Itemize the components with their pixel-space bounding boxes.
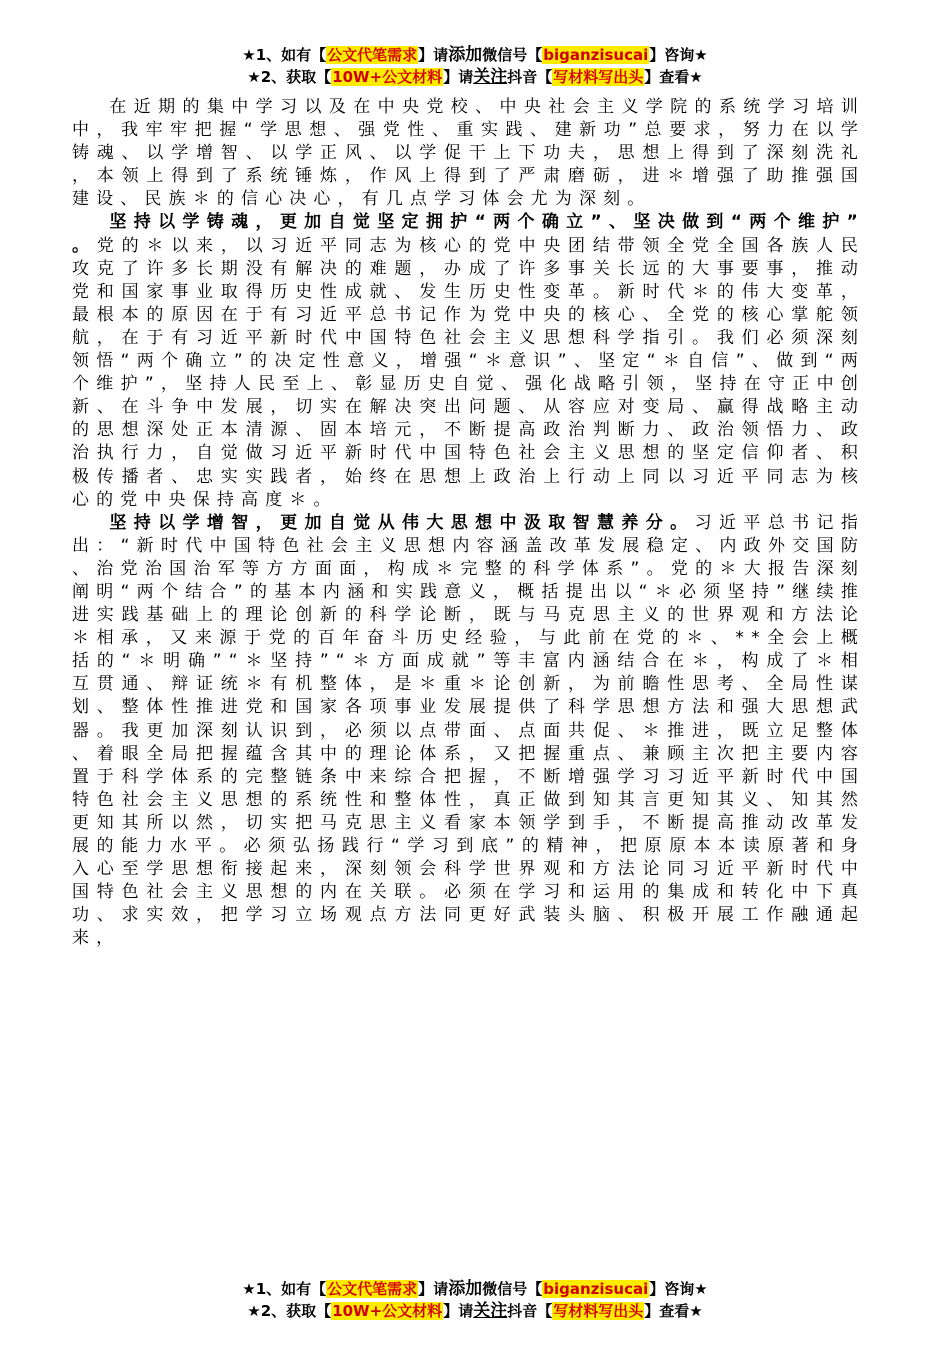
banner-line-1 bbox=[0, 1278, 950, 1300]
paragraph-section-2 bbox=[72, 512, 865, 951]
banner-douyin-id: 写材料写出头 bbox=[553, 1302, 644, 1320]
paragraph-intro: 在近期的集中学习以及在中央党校、中央社会主义学院的系统学习培训中，我牢牢把握“学思想、强党性、重实践、建新功”总要求，努力在以学铸魂、以学增智、以学正风、以学促干上下功夫，思想上得到了深刻洗礼，本领上得到了系统锤炼，作风上得到了严肃磨砺，进＊增强了助推强国建设、民族＊的信心决心，有几点学习体会尤为深刻。 bbox=[72, 97, 865, 210]
banner-text: ★1、如有【 bbox=[242, 1280, 327, 1298]
banner-text: 抖音【 bbox=[507, 1302, 553, 1320]
banner-text: ★2、获取【 bbox=[247, 68, 332, 86]
paragraph-section-1 bbox=[72, 211, 865, 511]
banner-text: 】请 bbox=[418, 1280, 449, 1298]
banner-text: 抖音【 bbox=[507, 68, 553, 86]
banner-emphasis: 添加 bbox=[448, 1279, 483, 1299]
banner-line-1 bbox=[0, 44, 950, 66]
banner-text: 】查看★ bbox=[644, 1302, 703, 1320]
banner-highlight: 公文代笔需求 bbox=[327, 46, 418, 64]
banner-text: 】请 bbox=[418, 46, 449, 64]
banner-highlight: 10W+公文材料 bbox=[332, 1302, 443, 1320]
footer-banner bbox=[0, 1278, 950, 1322]
banner-text: 】咨询★ bbox=[649, 46, 708, 64]
document-body bbox=[72, 96, 865, 1256]
banner-text: 】咨询★ bbox=[649, 1280, 708, 1298]
banner-wechat-id: biganzisucai bbox=[543, 1280, 649, 1298]
banner-douyin-id: 写材料写出头 bbox=[553, 68, 644, 86]
banner-text: ★2、获取【 bbox=[247, 1302, 332, 1320]
banner-emphasis: 关注 bbox=[473, 1301, 508, 1321]
banner-highlight: 10W+公文材料 bbox=[332, 68, 443, 86]
banner-line-2 bbox=[0, 1300, 950, 1322]
section-body-1: 党的＊以来，以习近平同志为核心的党中央团结带领全党全国各族人民攻克了许多长期没有解决的难题，办成了许多事关长远的大事要事，推动党和国家事业取得历史性成就、发生历史性变革。新时代＊的伟大变革，最根本的原因在于有习近平总书记作为党中央的核心、全党的核心掌舵领航，在于有习近平新时代中国特色社会主义思想科学指引。我们必须深刻领悟“两个确立”的决定性意义，增强“＊意识”、坚定“＊自信”、做到“两个维护”，坚持人民至上、彰显历史自觉、强化战略引领，坚持在守正中创新、在斗争中发展，切实在解决突出问题、从容应对变局、赢得战略主动的思想深处正本清源、固本培元，不断提高政治判断力、政治领悟力、政治执行力，自觉做习近平新时代中国特色社会主义思想的坚定信仰者、积极传播者、忠实实践者，始终在思想上政治上行动上同以习近平同志为核心的党中央保持高度＊。 bbox=[72, 235, 865, 510]
banner-text: 微信号【 bbox=[482, 46, 543, 64]
header-banner bbox=[0, 44, 950, 88]
banner-text: 】查看★ bbox=[644, 68, 703, 86]
banner-line-2 bbox=[0, 66, 950, 88]
banner-text: 】请 bbox=[443, 1302, 474, 1320]
section-body-2: 习近平总书记指出：“新时代中国特色社会主义思想内容涵盖改革发展稳定、内政外交国防、治党治国治军等方方面面，构成＊完整的科学体系”。党的＊大报告深刻阐明“两个结合”的基本内涵和实践意义，概括提出以“＊必须坚持”继续推进实践基础上的理论创新的科学论断，既与马克思主义的世界观和方法论＊相承，又来源于党的百年奋斗历史经验，与此前在党的＊、**全会上概括的“＊明确”“＊坚持”“＊方面成就”等丰富内涵结合在＊，构成了＊相互贯通、辩证统＊有机整体，是＊重＊论创新，为前瞻性思考、全局性谋划、整体性推进党和国家各项事业发展提供了科学思想方法和强大思想武器。我更加深刻认识到，必须以点带面、点面共促、＊推进，既立足整体、着眼全局把握蕴含其中的理论体系，又把握重点、兼顾主次把主要内容置于科学体系的完整链条中来综合把握，不断增强学习习近平新时代中国特色社会主义思想的系统性和整体性，真正做到知其言更知其义、知其然更知其所以然，切实把马克思主义看家本领学到手，不断提高推动改革发展的能力水平。必须弘扬践行“学习到底”的精神，把原原本本读原著和身入心至学思想衔接起来，深刻领会科学世界观和方法论同习近平新时代中国特色社会主义思想的内在关联。必须在学习和运用的集成和转化中下真功、求实效，把学习立场观点方法同更好武装头脑、积极开展工作融通起来， bbox=[72, 512, 865, 949]
banner-emphasis: 关注 bbox=[473, 67, 508, 87]
banner-text: 】请 bbox=[443, 68, 474, 86]
section-heading-2: 坚持以学增智，更加自觉从伟大思想中汲取智慧养分。 bbox=[109, 512, 695, 533]
banner-emphasis: 添加 bbox=[448, 45, 483, 65]
banner-highlight: 公文代笔需求 bbox=[327, 1280, 418, 1298]
banner-text: 微信号【 bbox=[482, 1280, 543, 1298]
banner-wechat-id: biganzisucai bbox=[543, 46, 649, 64]
banner-text: ★1、如有【 bbox=[242, 46, 327, 64]
section-heading-1: 坚持以学铸魂，更加自觉坚定拥护“两个确立”、坚决做到“两个维护”。 bbox=[72, 212, 865, 256]
